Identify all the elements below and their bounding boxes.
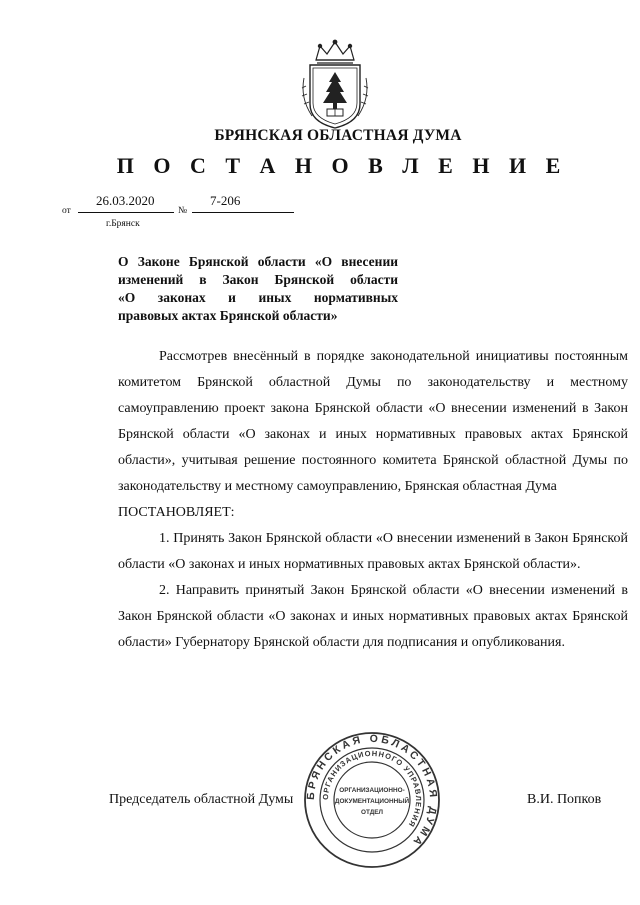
- document-date: 26.03.2020: [96, 193, 155, 208]
- subject-line: правовых актах Брянской области»: [118, 308, 338, 323]
- item-2-paragraph: 2. Направить принятый Закон Брянской области «О внесении изменений в Закон Брянской области «О законах и иных нормативных правовых актах Брянской области» Губернатору Брянской области для подписания и опубликования.: [118, 583, 628, 650]
- coat-of-arms-icon: [296, 38, 374, 130]
- official-stamp-icon: [302, 730, 442, 870]
- signer-name: В.И. Попков: [527, 792, 602, 807]
- document-subject: [118, 253, 398, 325]
- number-sign: №: [178, 206, 188, 216]
- stamp-outer-text: БРЯНСКАЯ ОБЛАСТНАЯ ДУМА: [304, 732, 440, 850]
- subject-line: «О законах и иных нормативных: [118, 290, 398, 305]
- number-underline: [192, 212, 294, 213]
- stamp-center-line: ОРГАНИЗАЦИОННО-: [339, 787, 405, 794]
- city: г.Брянск: [106, 219, 140, 229]
- signer-title: Председатель областной Думы: [109, 792, 294, 807]
- stamp-inner-text: ОРГАНИЗАЦИОННОГО УПРАВЛЕНИЯ: [320, 748, 424, 830]
- date-underline: [78, 212, 174, 213]
- subject-line: О Законе Брянской области «О внесении: [118, 254, 398, 269]
- stamp-center-line: ДОКУМЕНТАЦИОННЫЙ: [334, 798, 410, 805]
- stamp-center-line: ОТДЕЛ: [360, 809, 384, 816]
- organization-name: БРЯНСКАЯ ОБЛАСТНАЯ ДУМА: [214, 127, 462, 144]
- resolves-heading: ПОСТАНОВЛЯЕТ:: [118, 505, 235, 520]
- subject-line: изменений в Закон Брянской области: [118, 272, 398, 287]
- document-number: 7-206: [210, 193, 241, 208]
- date-prefix: от: [62, 206, 71, 216]
- preamble-paragraph: Рассмотрев внесённый в порядке законодательной инициативы постоянным комитетом Брянской областной Думы по законодательству и местному самоуправлению проект закона Брянской области «О внесении изменений в Закон Брянской области «О законах и иных нормативных правовых актах Брянской области», учитывая решение постоянного комитета Брянской областной Думы по законодательству и местному самоуправлению, Брянская областная Дума: [118, 349, 628, 494]
- document-type: П О С Т А Н О В Л Е Н И Е: [116, 153, 568, 178]
- item-1-paragraph: 1. Принять Закон Брянской области «О внесении изменений в Закон Брянской области «О законах и иных нормативных правовых актах Брянской области».: [118, 531, 628, 572]
- document-body: [118, 344, 628, 656]
